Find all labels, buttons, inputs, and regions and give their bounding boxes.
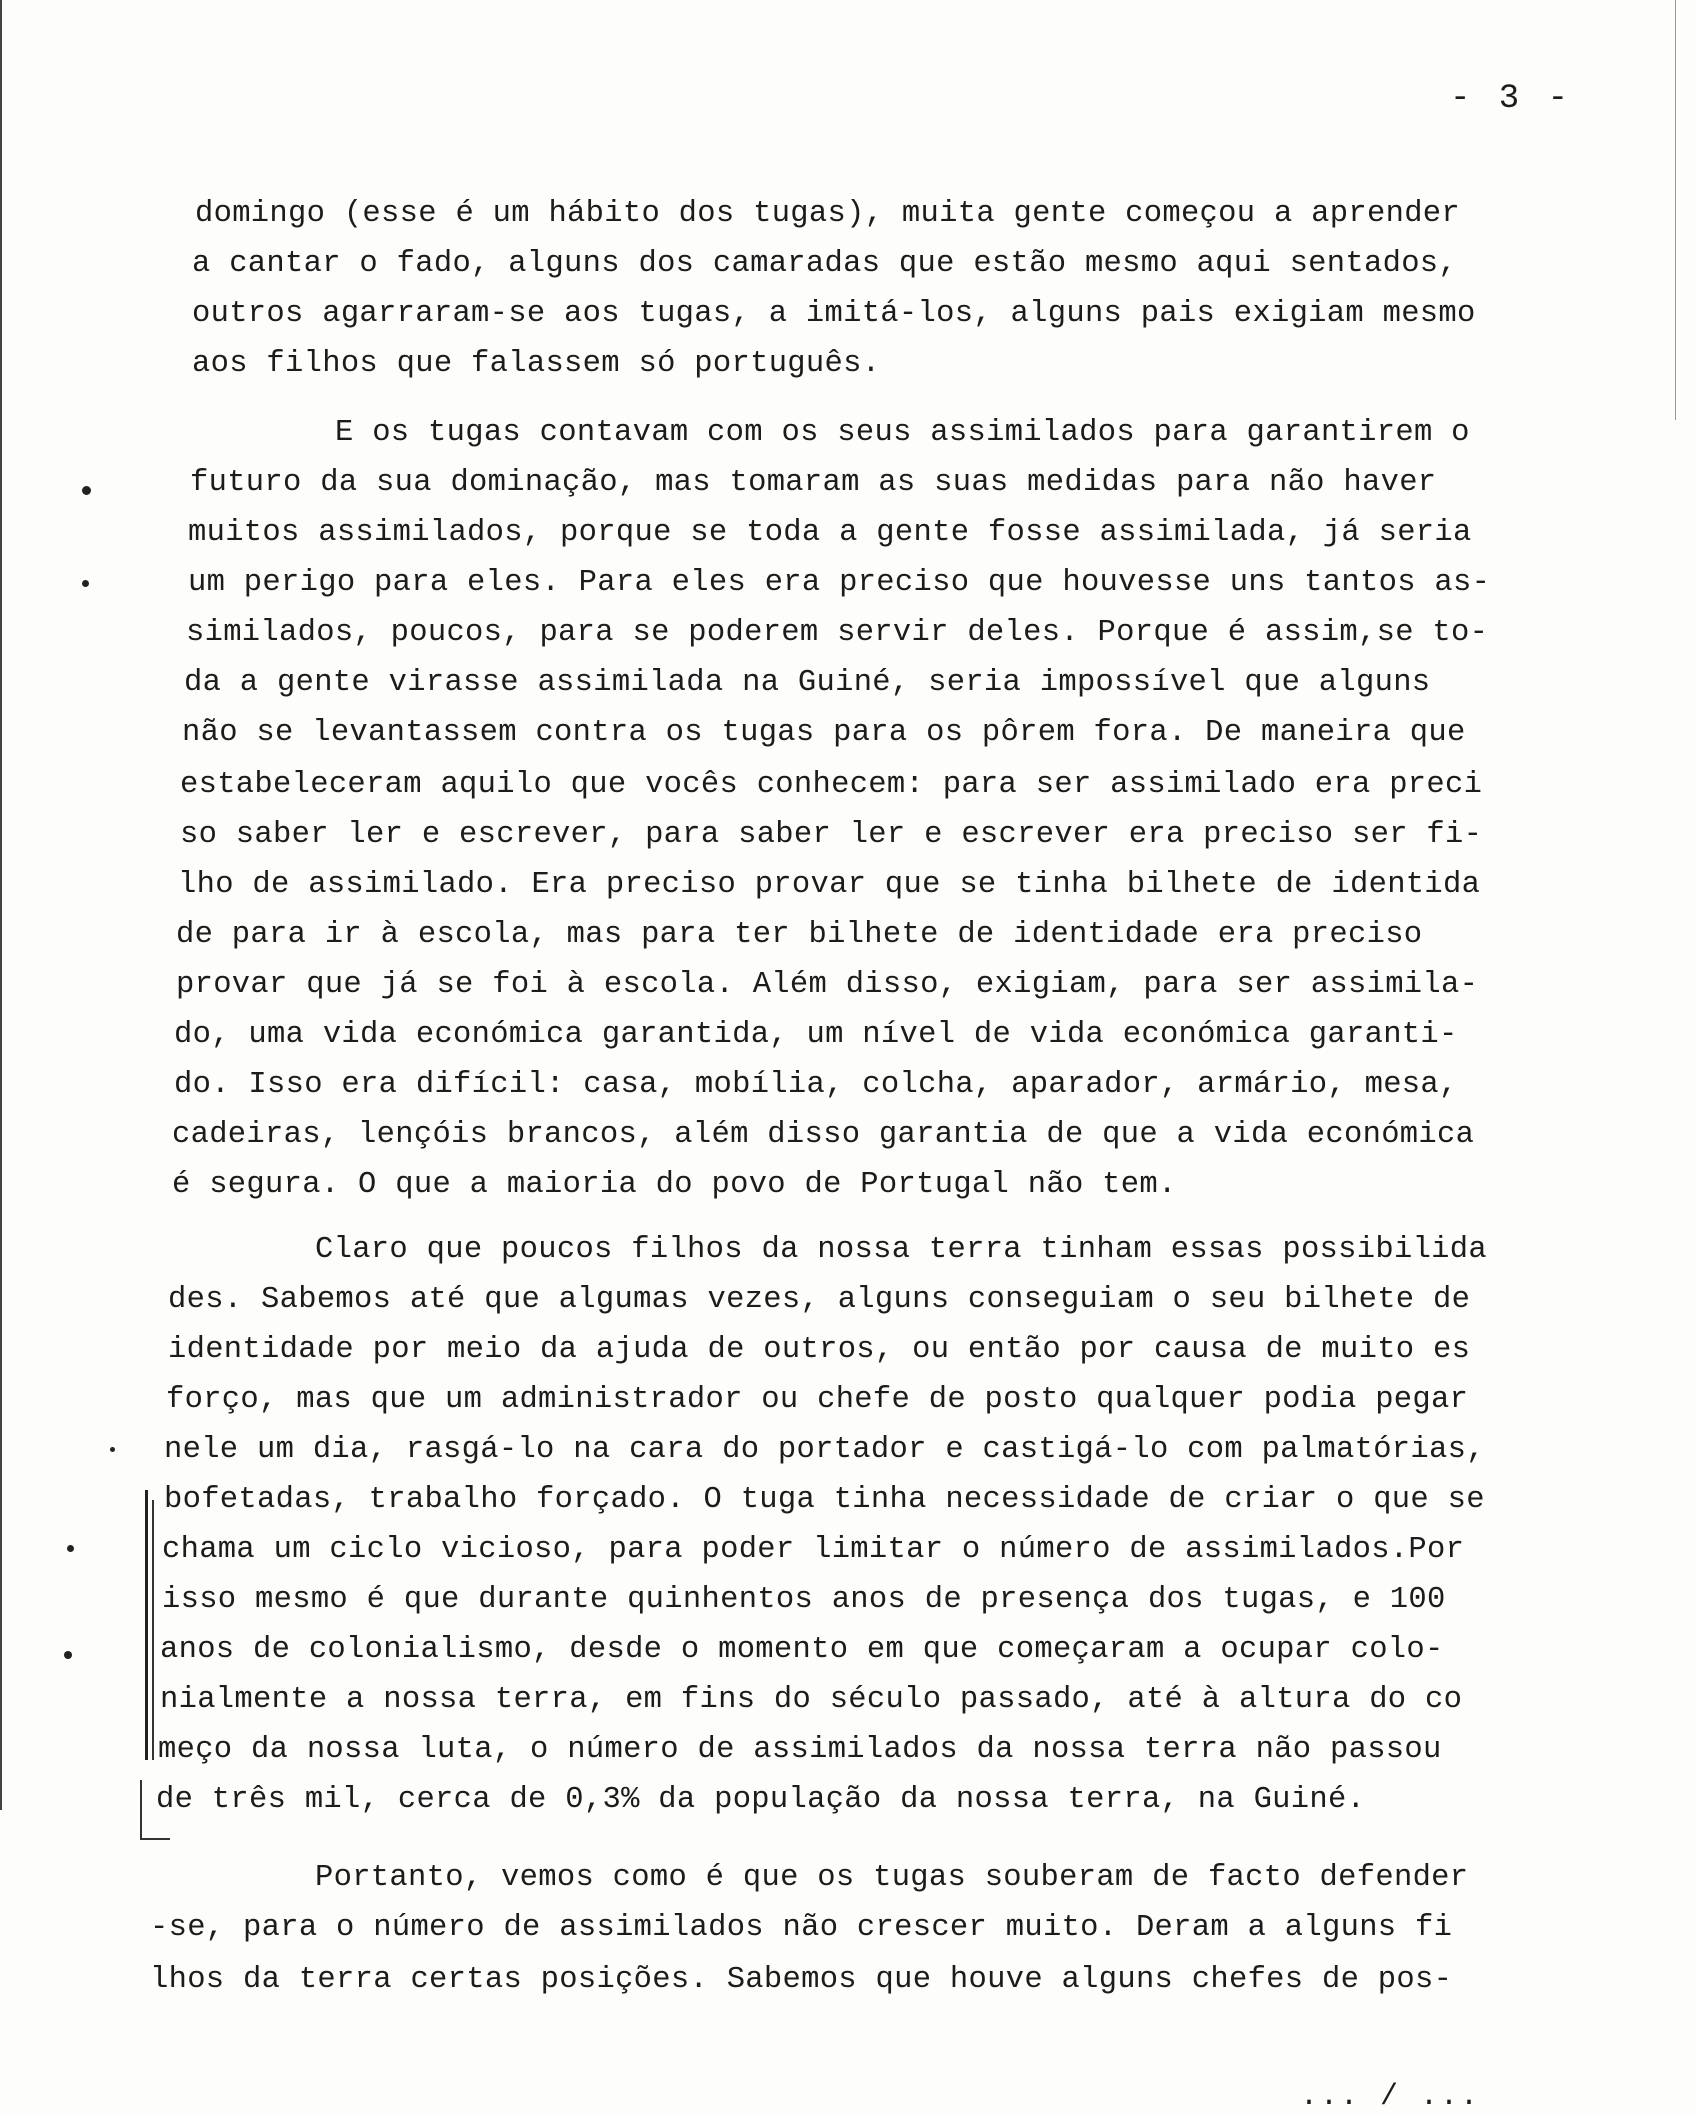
text-line: lho de assimilado. Era preciso provar que se tinha bilhete de identida: [178, 868, 1481, 902]
text-line: da a gente virasse assimilada na Guiné, seria impossível que alguns: [184, 666, 1431, 700]
text-line: lhos da terra certas posições. Sabemos que houve alguns chefes de pos-: [150, 1963, 1453, 1997]
text-line: forço, mas que um administrador ou chefe de posto qualquer podia pegar: [166, 1383, 1469, 1417]
text-line: outros agarraram-se aos tugas, a imitá-los, alguns pais exigiam mesmo: [192, 297, 1476, 331]
text-line: Portanto, vemos como é que os tugas souberam de facto defender: [315, 1861, 1469, 1895]
margin-dot: [64, 1651, 72, 1659]
text-line: do, uma vida económica garantida, um nível de vida económica garanti-: [174, 1018, 1458, 1052]
margin-bracket-inner: [152, 1500, 154, 1760]
margin-dot: [67, 1545, 74, 1552]
text-line: Claro que poucos filhos da nossa terra tinham essas possibilida: [315, 1233, 1487, 1267]
text-line: anos de colonialismo, desde o momento em que começaram a ocupar colo-: [160, 1633, 1444, 1667]
text-line: futuro da sua dominação, mas tomaram as suas medidas para não haver: [190, 466, 1437, 500]
text-line: nele um dia, rasgá-lo na cara do portador e castigá-lo com palmatórias,: [164, 1433, 1485, 1467]
continuation-marker: ... / ...: [1300, 2080, 1481, 2114]
text-line: cadeiras, lençóis brancos, além disso garantia de que a vida económica: [172, 1118, 1475, 1152]
text-line: é segura. O que a maioria do povo de Portugal não tem.: [172, 1168, 1177, 1202]
text-line: a cantar o fado, alguns dos camaradas que estão mesmo aqui sentados,: [192, 247, 1458, 281]
margin-dot: [82, 580, 89, 587]
text-line: nialmente a nossa terra, em fins do século passado, até à altura do co: [160, 1683, 1463, 1717]
text-line: so saber ler e escrever, para saber ler e escrever era preciso ser fi-: [180, 818, 1483, 852]
margin-bracket: [145, 1490, 148, 1760]
text-line: aos filhos que falassem só português.: [192, 347, 881, 381]
margin-bracket-lower: [140, 1780, 142, 1840]
text-line: de três mil, cerca de 0,3% da população da nossa terra, na Guiné.: [156, 1783, 1366, 1817]
text-line: muitos assimilados, porque se toda a gente fosse assimilada, já seria: [188, 516, 1472, 550]
text-line: estabeleceram aquilo que vocês conhecem: para ser assimilado era preci: [180, 768, 1483, 802]
page-number: - 3 -: [1450, 80, 1573, 118]
text-line: meço da nossa luta, o número de assimilados da nossa terra não passou: [158, 1733, 1442, 1767]
text-line: identidade por meio da ajuda de outros, ou então por causa de muito es: [168, 1333, 1471, 1367]
text-line: provar que já se foi à escola. Além disso, exigiam, para ser assimila-: [176, 968, 1479, 1002]
text-line: E os tugas contavam com os seus assimilados para garantirem o: [335, 416, 1470, 450]
text-line: similados, poucos, para se poderem servir deles. Porque é assim,se to-: [186, 616, 1489, 650]
text-line: não se levantassem contra os tugas para os pôrem fora. De maneira que: [182, 716, 1466, 750]
text-line: isso mesmo é que durante quinhentos anos de presença dos tugas, e 100: [162, 1583, 1446, 1617]
margin-dot: [82, 486, 91, 495]
text-line: des. Sabemos até que algumas vezes, alguns conseguiam o seu bilhete de: [168, 1283, 1471, 1317]
text-line: domingo (esse é um hábito dos tugas), muita gente começou a aprender: [195, 197, 1461, 231]
margin-bracket-foot: [140, 1838, 170, 1840]
text-line: de para ir à escola, mas para ter bilhete de identidade era preciso: [176, 918, 1423, 952]
text-line: bofetadas, trabalho forçado. O tuga tinha necessidade de criar o que se: [164, 1483, 1485, 1517]
text-line: do. Isso era difícil: casa, mobília, colcha, aparador, armário, mesa,: [174, 1068, 1458, 1102]
text-line: -se, para o número de assimilados não crescer muito. Deram a alguns fi: [150, 1911, 1453, 1945]
margin-dot: [110, 1447, 115, 1452]
text-line: chama um ciclo vicioso, para poder limitar o número de assimilados.Por: [162, 1533, 1465, 1567]
text-line: um perigo para eles. Para eles era preciso que houvesse uns tantos as-: [188, 566, 1491, 600]
